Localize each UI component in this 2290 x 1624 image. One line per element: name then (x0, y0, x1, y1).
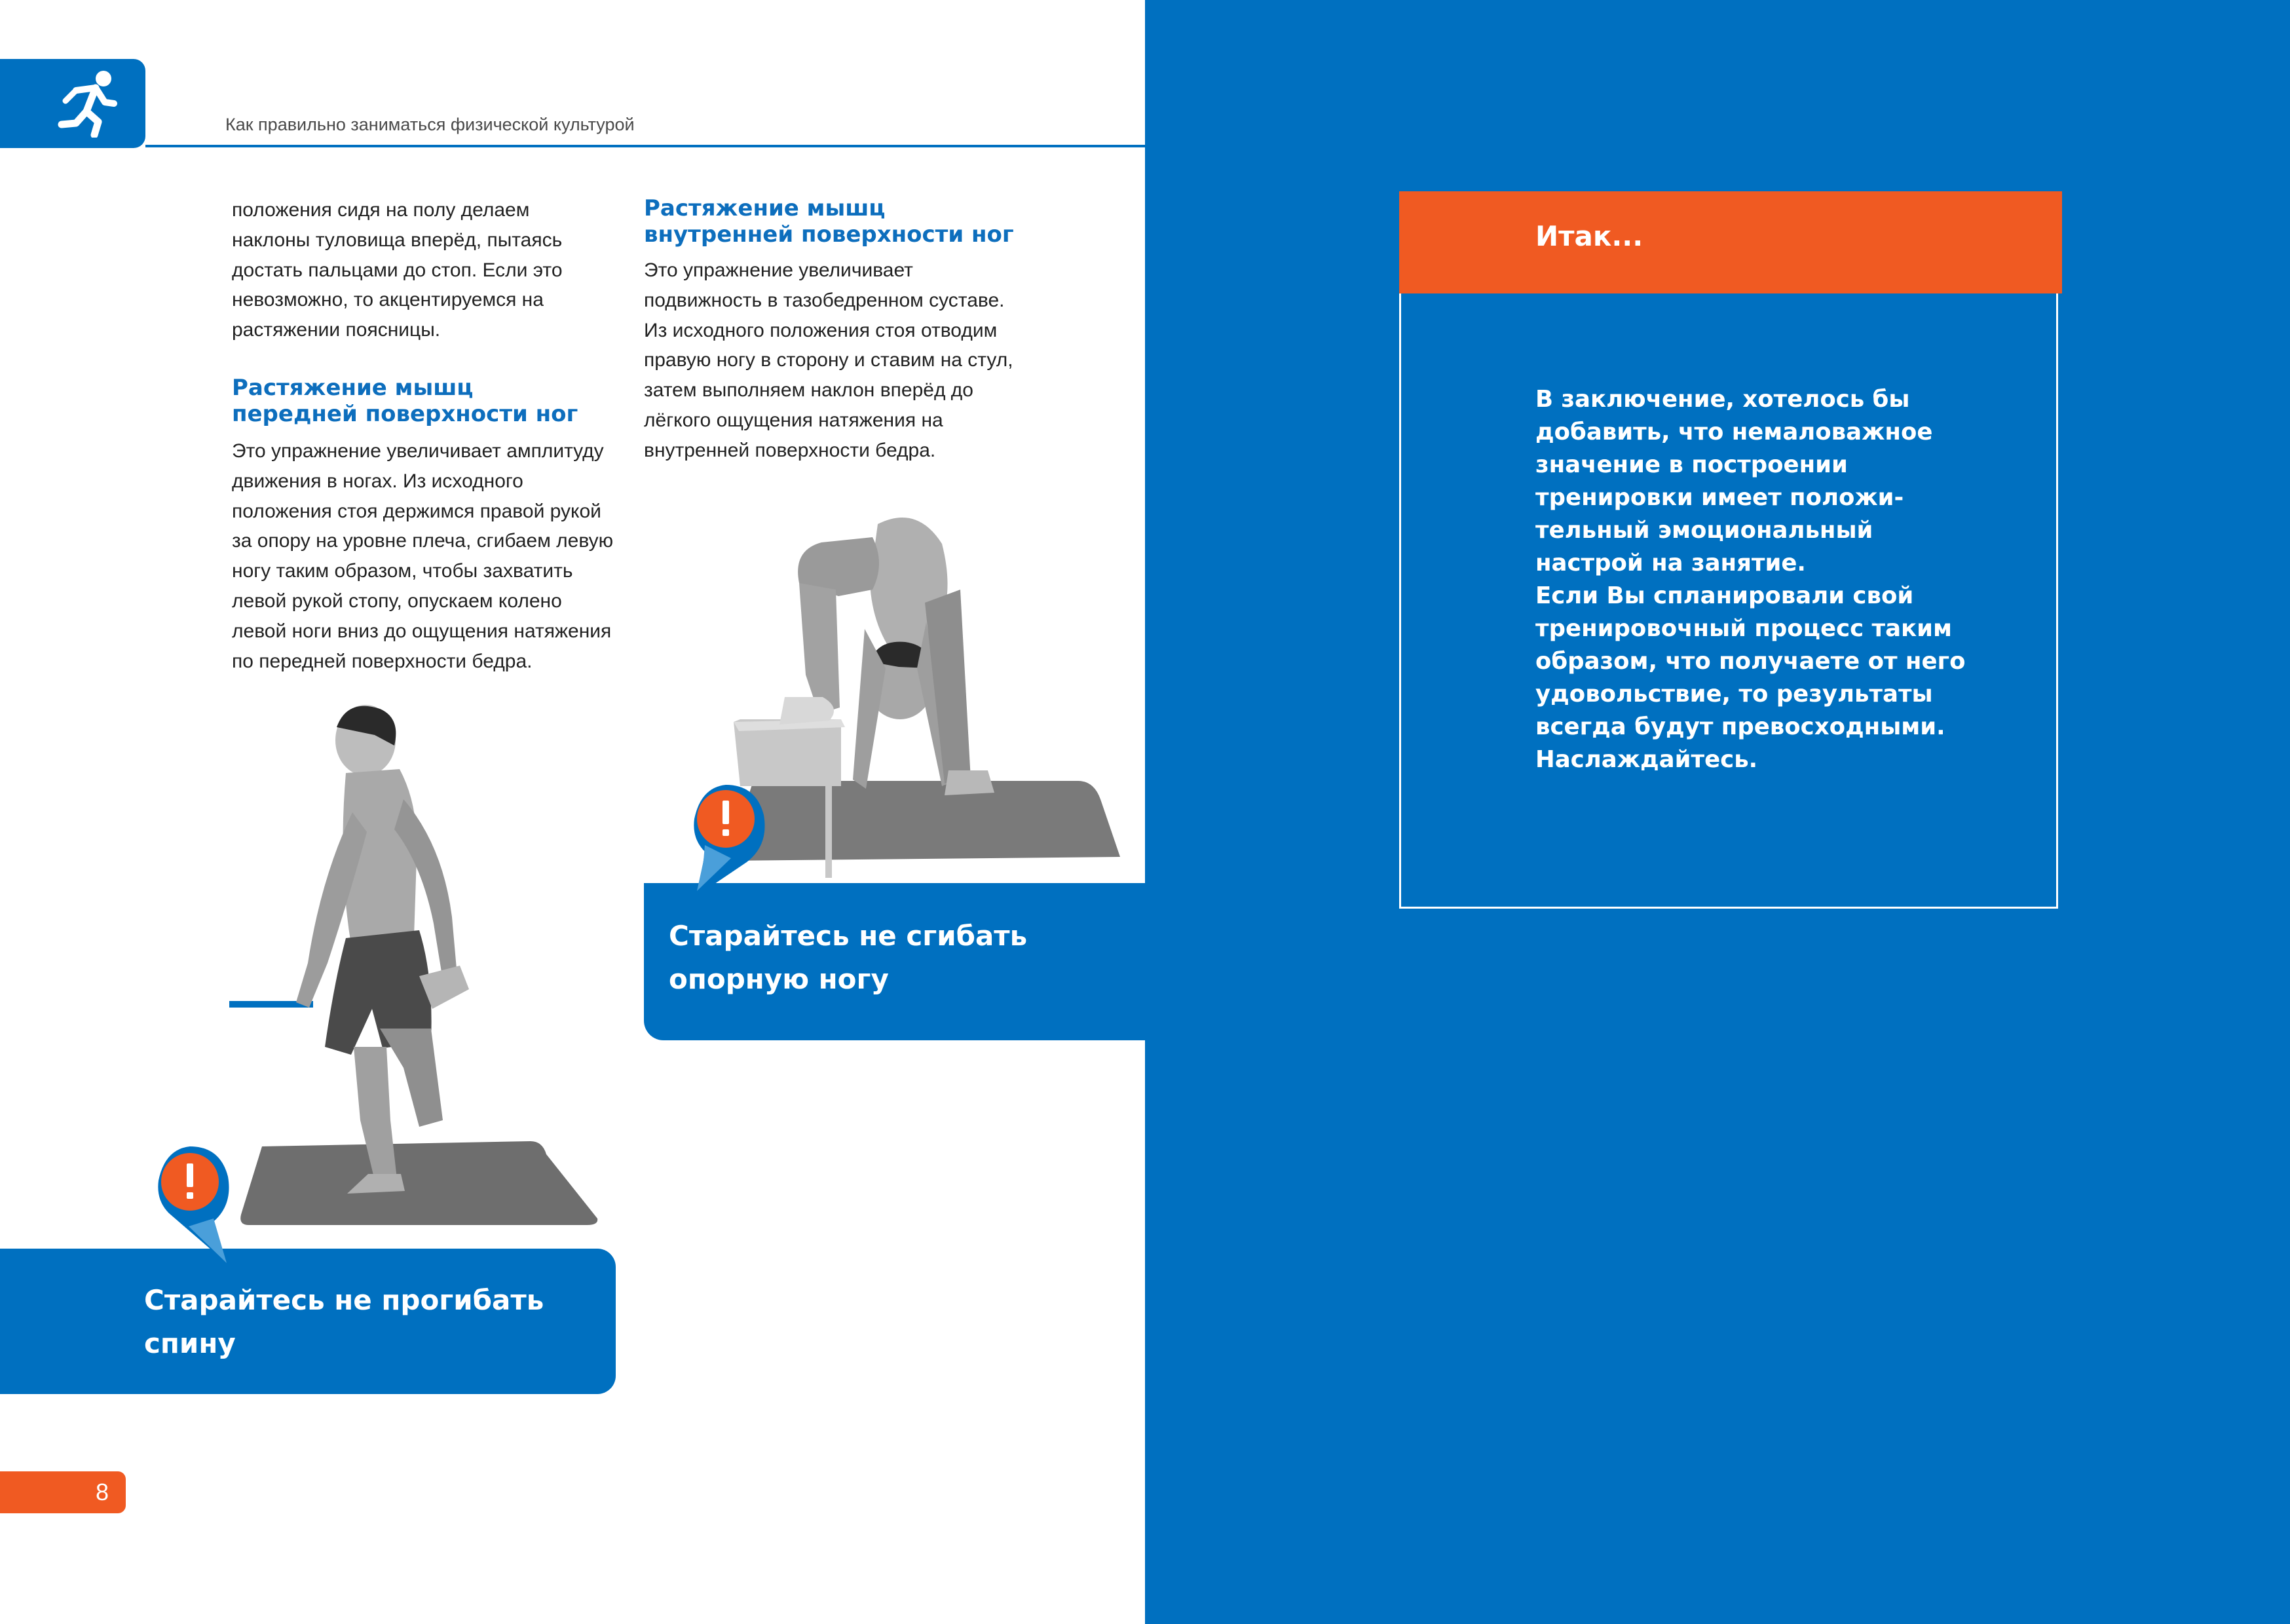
summary-line: настрой на занятие. (1535, 550, 1806, 576)
heading-line: Растяжение мышц (232, 375, 474, 401)
summary-text (1535, 383, 2007, 776)
exclamation-icon (679, 780, 770, 897)
note-box-back (0, 1249, 616, 1394)
body-line: за опору на уровне плеча, сгибаем левую (232, 530, 614, 552)
heading-line: внутренней поверхности ног (644, 221, 1014, 248)
intro-line: достать пальцами до стоп. Если это (232, 259, 563, 281)
summary-line: В заключение, хотелось бы (1535, 386, 1910, 413)
intro-line: растяжении поясницы. (232, 319, 441, 341)
summary-line: всегда будут превосходными. (1535, 713, 1945, 740)
summary-line: Если Вы спланировали свой (1535, 582, 1914, 609)
body-line: движения в ногах. Из исходного (232, 470, 523, 492)
body-line: левой рукой стопу, опускаем колено (232, 590, 562, 612)
summary-line: тренировочный процесс таким (1535, 615, 1953, 642)
front-leg-stretch-heading (232, 375, 638, 427)
summary-line: тренировки имеет положи- (1535, 484, 1904, 511)
note-line: опорную ногу (669, 963, 889, 995)
page-number: 8 (95, 1479, 109, 1505)
body-line: ногу таким образом, чтобы захватить (232, 560, 573, 582)
summary-line: образом, что получаете от него (1535, 648, 1966, 675)
intro-paragraph (232, 195, 638, 345)
intro-line: невозможно, то акцентируемся на (232, 289, 544, 311)
body-line: Из исходного положения стоя отводим (644, 319, 998, 341)
header-title: Как правильно заниматься физической культурой (225, 115, 635, 134)
inner-leg-stretch-text (644, 255, 1102, 466)
body-line: Это упражнение увеличивает (644, 259, 913, 281)
note-box-supporting-leg (644, 883, 1145, 1040)
summary-line: удовольствие, то результаты (1535, 681, 1933, 708)
note-line: спину (144, 1327, 236, 1359)
front-leg-stretch-photo (223, 701, 616, 1232)
summary-line: значение в построении (1535, 451, 1848, 478)
intro-line: положения сидя на полу делаем (232, 199, 530, 221)
summary-header-bar (1399, 191, 2062, 293)
body-line: затем выполняем наклон вперёд до (644, 379, 973, 402)
running-person-icon (56, 66, 122, 138)
front-leg-stretch-text (232, 436, 638, 676)
body-line: левой ноги вниз до ощущения натяжения (232, 620, 612, 642)
body-line: лёгкого ощущения натяжения на (644, 409, 943, 431)
exclamation-icon (143, 1141, 235, 1266)
note-line: Старайтесь не прогибать (144, 1284, 544, 1316)
body-line: подвижность в тазобедренном суставе. (644, 289, 1005, 311)
inner-leg-stretch-heading (644, 195, 1102, 248)
summary-line: добавить, что немаловажное (1535, 419, 1933, 445)
body-line: внутренней поверхности бедра. (644, 439, 936, 461)
summary-line: тельный эмоциональный (1535, 517, 1873, 544)
header-divider (145, 145, 1145, 147)
body-line: положения стоя держимся правой рукой (232, 500, 601, 522)
body-line: Это упражнение увеличивает амплитуду (232, 440, 604, 462)
intro-line: наклоны туловища вперёд, пытаясь (232, 229, 563, 251)
note-line: Старайтесь не сгибать (669, 920, 1028, 952)
logo-tab (0, 59, 145, 148)
heading-line: Растяжение мышц (644, 195, 886, 221)
body-line: по передней поверхности бедра. (232, 650, 533, 672)
summary-title: Итак... (1535, 220, 1643, 252)
heading-line: передней поверхности ног (232, 401, 578, 427)
summary-line: Наслаждайтесь. (1535, 746, 1758, 773)
body-line: правую ногу в сторону и ставим на стул, (644, 349, 1013, 371)
